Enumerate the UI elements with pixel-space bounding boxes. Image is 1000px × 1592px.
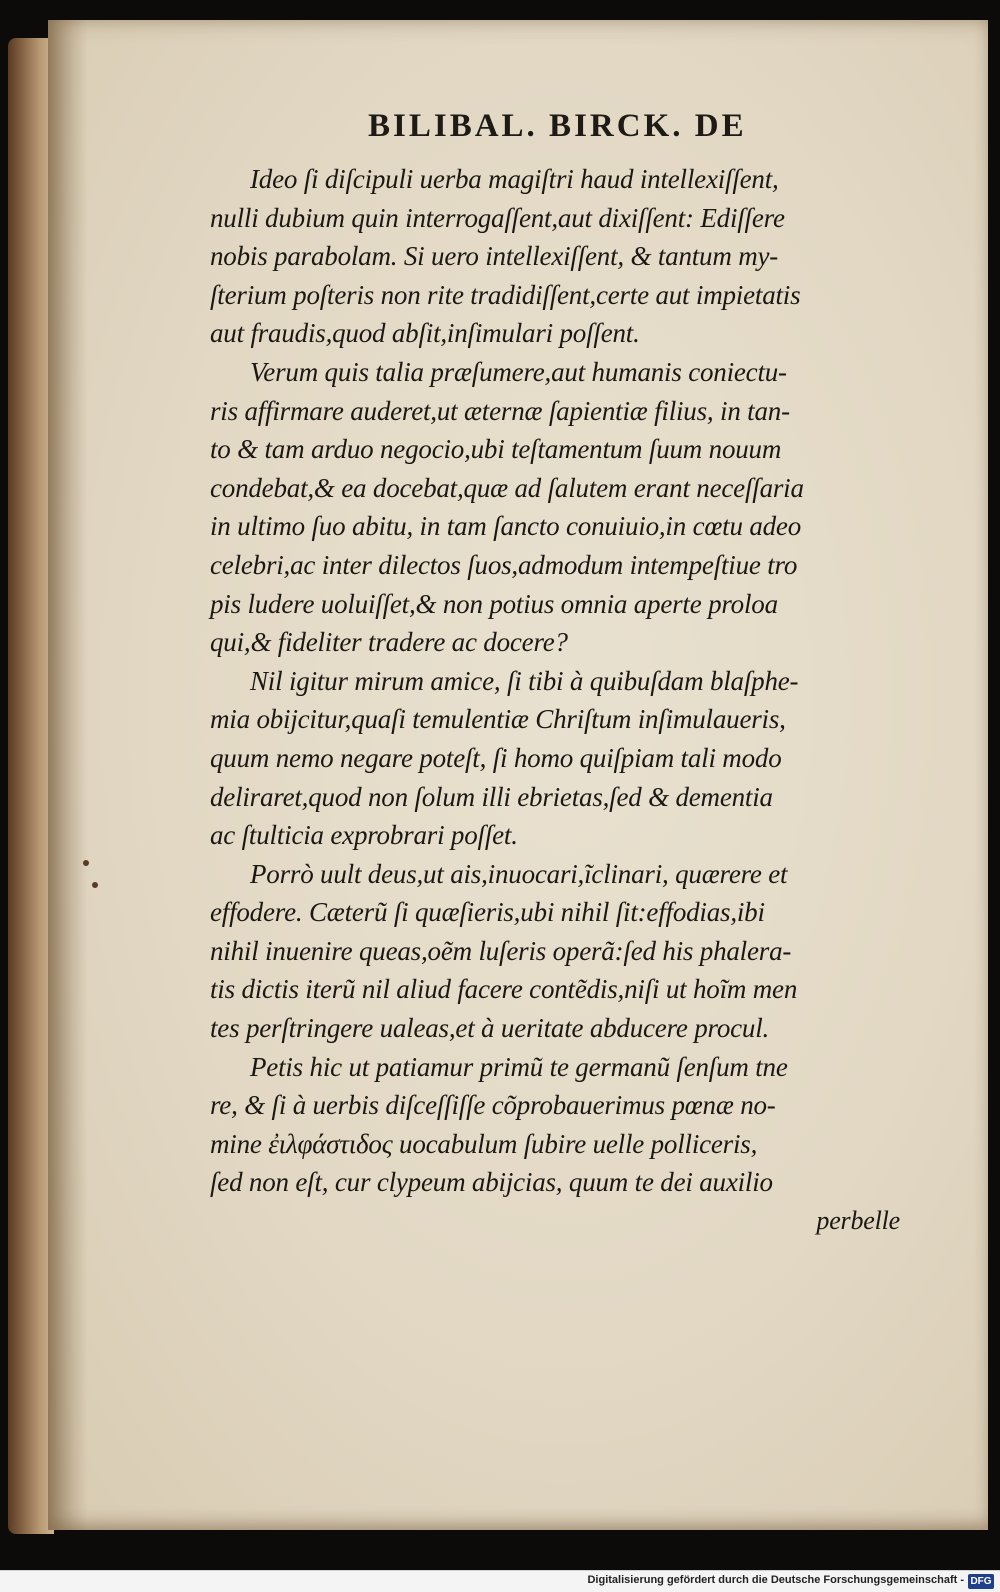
text-line: Porrò uult deus,ut ais,inuocari,ĩclinari, quærere et xyxy=(250,858,788,889)
text-line: tes perſtringere ualeas,et à ueritate abducere procul. xyxy=(210,1013,770,1044)
text-line: Nil igitur mirum amice, ſi tibi à quibuſdam blaſphe- xyxy=(250,665,799,696)
text-line: nobis parabolam. Si uero intellexiſſent, & tantum my- xyxy=(210,241,779,272)
text-line: Verum quis talia præſumere,aut humanis coniectu- xyxy=(250,356,787,387)
text-line: ſed non eſt, cur clypeum abijcias, quum te dei auxilio xyxy=(210,1167,773,1198)
ink-speck xyxy=(83,860,89,866)
text-line: Ideo ſi diſcipuli uerba magiſtri haud intellexiſſent, xyxy=(250,164,779,194)
text-line: mine ἐιλφάστιδος uocabulum ſubire uelle polliceris, xyxy=(210,1128,758,1159)
dfg-logo[interactable]: DFG xyxy=(968,1574,994,1589)
text-line: mia obijcitur,quaſi temulentiæ Chriſtum inſimulaueris, xyxy=(210,704,786,735)
footer-bar xyxy=(0,1570,1000,1592)
text-line: qui,& fideliter tradere ac docere? xyxy=(210,627,568,658)
text-line: in ultimo ſuo abitu, in tam ſancto conuiuio,in cœtu adeo xyxy=(210,511,802,542)
text-line: nihil inuenire queas,oẽm luſeris operã:ſed his phalera- xyxy=(210,935,792,966)
funding-credit: Digitalisierung gefördert durch die Deutsche Forschungsgemeinschaft - xyxy=(587,1574,964,1586)
text-line: Petis hic ut patiamur primũ te germanũ ſenſum tne xyxy=(250,1051,788,1082)
text-line: aut fraudis,quod abſit,inſimulari poſſent. xyxy=(210,318,640,349)
text-line: to & tam arduo negocio,ubi teſtamentum ſuum nouum xyxy=(210,434,782,465)
text-line: ſterium poſteris non rite tradidiſſent,certe aut impietatis xyxy=(210,279,801,310)
catchword: perbelle xyxy=(816,1206,900,1236)
text-line: ac ſtulticia exprobrari poſſet. xyxy=(210,820,518,851)
running-head: BILIBAL. BIRCK. DE xyxy=(368,108,747,144)
text-line: deliraret,quod non ſolum illi ebrietas,ſed & dementia xyxy=(210,781,773,812)
text-line: condebat,& ea docebat,quæ ad ſalutem erant neceſſaria xyxy=(210,472,804,503)
text-line: nulli dubium quin interrogaſſent,aut dixiſſent: Ediſſere xyxy=(210,202,785,233)
text-line: celebri,ac inter dilectos ſuos,admodum intempeſtiue tro xyxy=(210,549,798,580)
text-line: tis dictis iterũ nil aliud facere contẽdis,niſi ut hoĩm men xyxy=(210,974,798,1005)
text-block xyxy=(210,160,910,1241)
text-line: pis ludere uoluiſſet,& non potius omnia aperte proloa xyxy=(210,588,778,619)
text-line: re, & ſi à uerbis diſceſſiſſe cõprobauerimus pœnæ no- xyxy=(210,1090,776,1121)
text-line: quum nemo negare poteſt, ſi homo quiſpiam tali modo xyxy=(210,742,782,773)
text-line: ris affirmare auderet,ut æternæ ſapientiæ filius, in tan- xyxy=(210,395,790,426)
ink-speck xyxy=(92,882,98,888)
text-line: effodere. Cæterũ ſi quæſieris,ubi nihil ſit:effodias,ibi xyxy=(210,897,765,928)
